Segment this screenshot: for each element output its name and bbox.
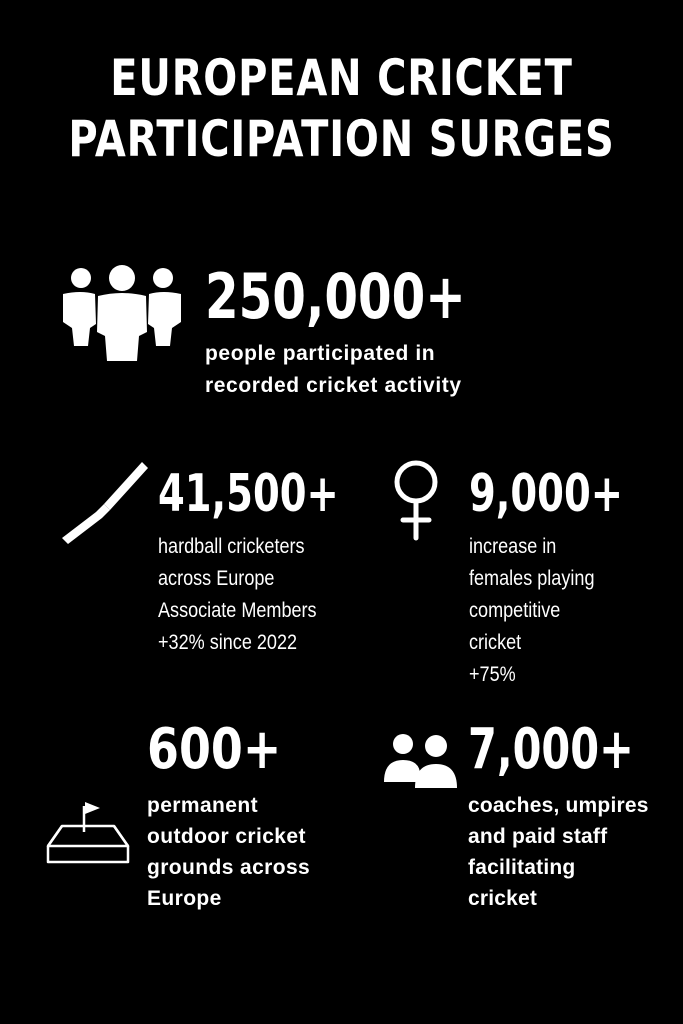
title-line-1: EUROPEAN CRICKET xyxy=(110,49,573,107)
grounds-line-3: grounds across xyxy=(147,856,311,879)
participants-description xyxy=(205,338,462,402)
females-line-4: cricket xyxy=(469,631,522,654)
cricket-ground-flag-icon xyxy=(44,798,132,868)
staff-description xyxy=(468,790,649,914)
hardball-line-4: +32% since 2022 xyxy=(158,631,298,654)
participants-line-2: recorded cricket activity xyxy=(205,374,462,397)
females-line-1: increase in xyxy=(469,535,557,558)
participants-line-1: people participated in xyxy=(205,342,436,365)
title-line-2: PARTICIPATION SURGES xyxy=(68,110,615,168)
grounds-line-4: Europe xyxy=(147,887,222,910)
staff-number: 7,000+ xyxy=(468,717,634,782)
hardball-description xyxy=(158,531,317,659)
group-people-icon xyxy=(60,262,184,362)
females-line-5: +75% xyxy=(469,663,516,686)
hardball-line-1: hardball cricketers xyxy=(158,535,305,558)
grounds-number: 600+ xyxy=(147,717,282,782)
female-symbol-icon xyxy=(388,458,444,542)
grounds-line-2: outdoor cricket xyxy=(147,825,306,848)
staff-line-1: coaches, umpires xyxy=(468,794,649,817)
females-line-3: competitive xyxy=(469,599,561,622)
grounds-description xyxy=(147,790,310,914)
staff-line-3: facilitating xyxy=(468,856,576,879)
two-people-icon xyxy=(382,732,458,790)
staff-line-2: and paid staff xyxy=(468,825,608,848)
cricket-bat-icon xyxy=(58,460,150,546)
hardball-number: 41,500+ xyxy=(158,464,339,524)
grounds-line-1: permanent xyxy=(147,794,258,817)
hardball-line-3: Associate Members xyxy=(158,599,317,622)
females-description xyxy=(469,531,594,691)
participants-number: 250,000+ xyxy=(205,260,466,333)
females-line-2: females playing xyxy=(469,567,595,590)
females-number: 9,000+ xyxy=(469,464,623,524)
page-title xyxy=(68,48,614,170)
hardball-line-2: across Europe xyxy=(158,567,275,590)
staff-line-4: cricket xyxy=(468,887,538,910)
